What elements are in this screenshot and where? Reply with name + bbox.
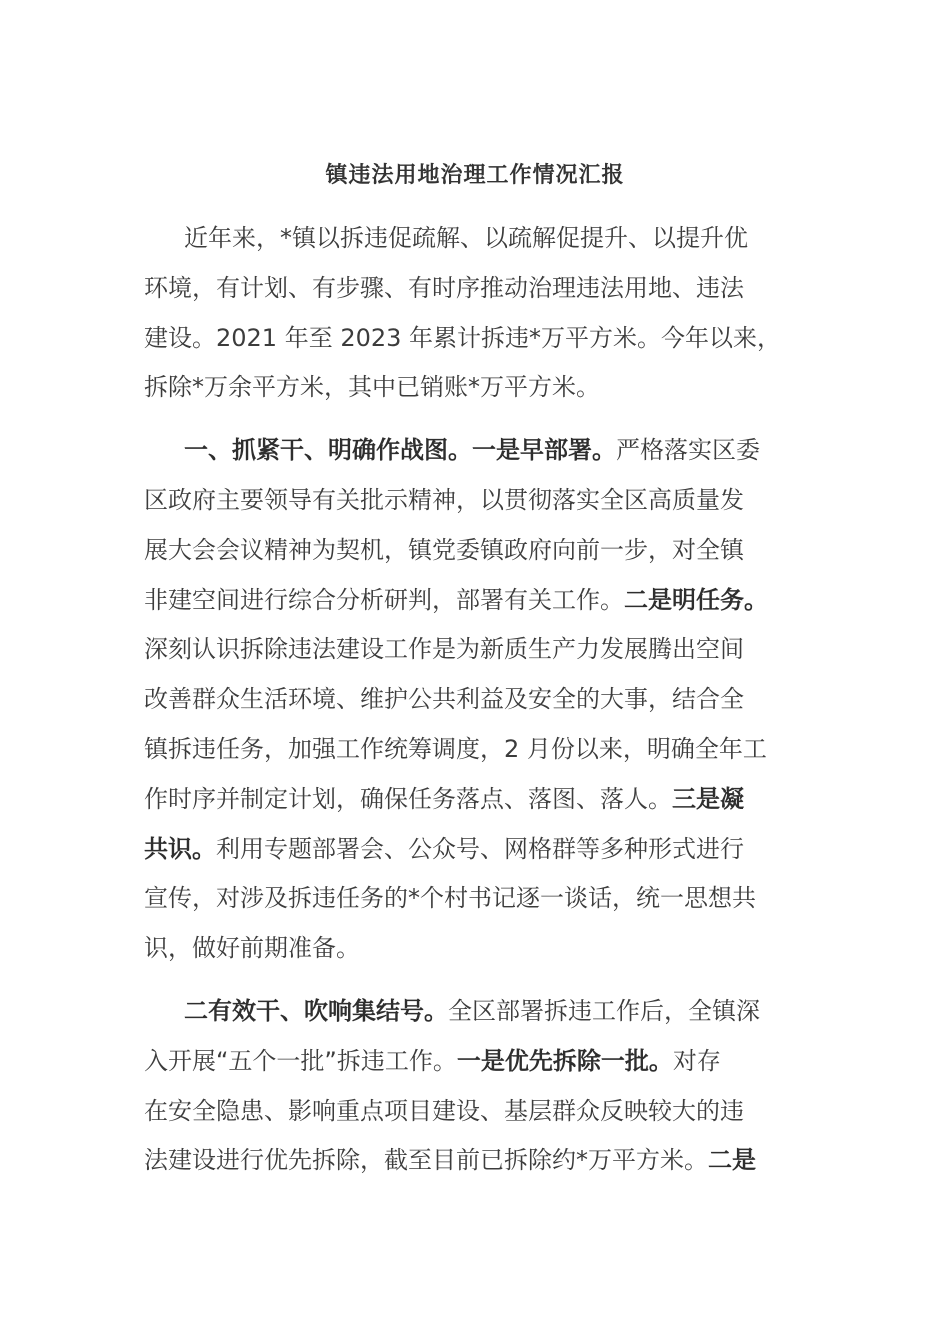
body-text-segment: 作时序并制定计划，确保任务落点、落图、落人。	[144, 784, 672, 813]
bold-heading-text: 二是明任务。	[624, 585, 768, 614]
text-line	[144, 675, 810, 725]
paragraph	[144, 987, 810, 1186]
body-text-segment: 在安全隐患、影响重点项目建设、基层群众反映较大的违	[144, 1096, 744, 1125]
text-line	[144, 526, 810, 576]
paragraph-gap	[144, 974, 810, 987]
text-line	[144, 314, 810, 364]
text-line	[144, 1136, 810, 1186]
body-text-segment: 非建空间进行综合分析研判，部署有关工作。	[144, 585, 624, 614]
body-text-segment: 近年来，*镇以拆违促疏解、以疏解促提升、以提升优	[184, 224, 748, 252]
bold-heading-text: 三是凝	[672, 784, 744, 813]
text-line	[144, 825, 810, 875]
text-line	[144, 725, 810, 775]
bold-heading-text: 一、抓紧干、明确作战图。一是早部署。	[184, 436, 616, 465]
document-title: 镇违法用地治理工作情况汇报	[325, 163, 625, 188]
text-line	[144, 1037, 810, 1087]
body-text-segment: 改善群众生活环境、维护公共利益及安全的大事，结合全	[144, 685, 744, 714]
body-text-segment: 展大会会议精神为契机，镇党委镇政府向前一步，对全镇	[144, 535, 744, 564]
text-line	[144, 1087, 810, 1137]
bold-heading-text: 一是优先拆除一批。	[456, 1046, 673, 1075]
bold-heading-text: 二是	[708, 1146, 756, 1175]
text-line	[144, 874, 810, 924]
body-text-segment: 法建设进行优先拆除，截至目前已拆除约*万平方米。	[144, 1146, 708, 1175]
text-line	[144, 576, 810, 626]
body-text-segment: 镇拆违任务，加强工作统筹调度，2 月份以来，明确全年工	[144, 734, 767, 763]
text-line	[144, 924, 810, 974]
body-text-segment: 严格落实区委	[616, 436, 760, 465]
body-text-segment: 区政府主要领导有关批示精神，以贯彻落实全区高质量发	[144, 485, 744, 514]
body-text-segment: 入开展“五个一批”拆违工作。	[144, 1046, 457, 1075]
body-text-segment: 拆除*万余平方米，其中已销账*万平方米。	[144, 373, 600, 402]
paragraph	[144, 214, 810, 413]
document-body	[144, 214, 810, 1186]
paragraph-gap	[144, 413, 810, 426]
text-line	[144, 363, 810, 413]
body-text-segment: 全区部署拆违工作后，全镇深	[448, 996, 760, 1025]
text-line	[144, 214, 810, 264]
body-text-segment: 宣传，对涉及拆违任务的*个村书记逐一谈话，统一思想共	[144, 884, 756, 913]
body-text-segment: 环境，有计划、有步骤、有时序推动治理违法用地、违法	[144, 273, 744, 302]
body-text-segment: 对存	[672, 1046, 721, 1075]
body-text-segment: 建设。2021 年至 2023 年累计拆违*万平方米。今年以来，	[144, 323, 782, 352]
text-line	[144, 987, 810, 1037]
body-text-segment: 深刻认识拆除违法建设工作是为新质生产力发展腾出空间	[144, 635, 744, 664]
text-line	[144, 775, 810, 825]
bold-heading-text: 共识。	[144, 834, 216, 863]
paragraph	[144, 426, 810, 974]
body-text-segment: 利用专题部署会、公众号、网格群等多种形式进行	[216, 834, 744, 863]
text-line	[144, 264, 810, 314]
text-line	[144, 426, 810, 476]
bold-heading-text: 二有效干、吹响集结号。	[184, 996, 448, 1025]
text-line	[144, 476, 810, 526]
text-line	[144, 625, 810, 675]
body-text-segment: 识，做好前期准备。	[144, 934, 360, 963]
